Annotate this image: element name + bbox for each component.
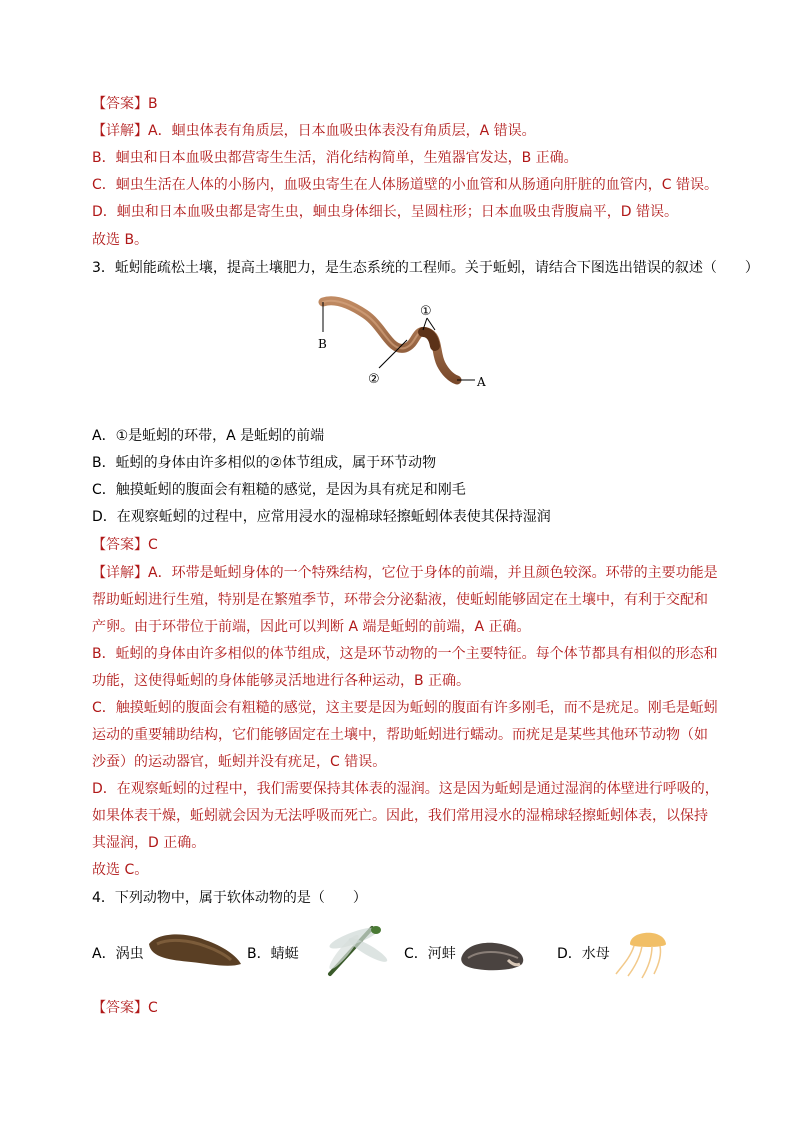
jellyfish-image [612, 924, 682, 980]
q3-detail-line-5: 功能，这使得蚯蚓的身体能够灵活地进行各种运动，B 正确。 [92, 673, 471, 689]
figure-label-two: ② [368, 372, 380, 387]
q3-detail-line-8: 沙蚕）的运动器官，蚯蚓并没有疣足，C 错误。 [92, 754, 387, 770]
q3-option-a: A．①是蚯蚓的环带，A 是蚯蚓的前端 [92, 428, 325, 444]
q3-detail-line-3: 产卵。由于环带位于前端，因此可以判断 A 端是蚯蚓的前端，A 正确。 [92, 619, 531, 635]
answer-value: C [148, 537, 158, 553]
q2-detail-line-4: D．蛔虫和日本血吸虫都是寄生虫，蛔虫身体细长，呈圆柱形；日本血吸虫背腹扁平，D 错误。 [92, 204, 679, 220]
q3-option-c: C．触摸蚯蚓的腹面会有粗糙的感觉，是因为具有疣足和刚毛 [92, 482, 466, 498]
dragonfly-image [310, 922, 394, 982]
q3-detail-line-6: C．触摸蚯蚓的腹面会有粗糙的感觉，这主要是因为蚯蚓的腹面有许多刚毛，而不是疣足。刚毛是蚯蚓 [92, 700, 718, 716]
q3-detail-line-2: 帮助蚯蚓进行生殖，特别是在繁殖季节，环带会分泌黏液，使蚯蚓能够固定在土壤中，有利于交配和 [92, 592, 708, 608]
q3-option-b: B．蚯蚓的身体由许多相似的②体节组成，属于环节动物 [92, 455, 437, 471]
q2-conclusion: 故选 B。 [92, 232, 149, 248]
q3-detail-line-11: 其湿润，D 正确。 [92, 835, 206, 851]
q2-detail-line-2: B．蛔虫和日本血吸虫都营寄生生活，消化结构简单，生殖器官发达，B 正确。 [92, 150, 578, 166]
answer-label: 【答案】 [92, 96, 148, 112]
detail-label: 【详解】 [92, 565, 148, 581]
figure-label-b: B [318, 337, 327, 351]
q4-option-c: C．河蚌 [404, 946, 456, 962]
answer-label: 【答案】 [92, 1000, 148, 1016]
q2-detail-line-3: C．蛔虫生活在人体的小肠内，血吸虫寄生在人体肠道壁的小血管和从肠通向肝脏的血管内，C 错误。 [92, 177, 718, 193]
figure-label-a: A [477, 375, 486, 389]
clam-image [458, 938, 528, 974]
q3-conclusion: 故选 C。 [92, 862, 149, 878]
q2-answer [92, 94, 158, 114]
q3-detail-line-1: 【详解】A．环带是蚯蚓身体的一个特殊结构，它位于身体的前端，并且颜色较深。环带的主要功能是 [92, 565, 718, 581]
answer-value: C [148, 1000, 158, 1016]
q4-option-b: B．蜻蜓 [247, 946, 299, 962]
q3-detail-line-4: B．蚯蚓的身体由许多相似的体节组成，这是环节动物的一个主要特征。每个体节都具有相似的形态和 [92, 646, 718, 662]
q4-option-a: A．涡虫 [92, 946, 144, 962]
q3-stem: 3．蚯蚓能疏松土壤，提高土壤肥力，是生态系统的工程师。关于蚯蚓，请结合下图选出错误的叙述（ ） [92, 260, 759, 276]
flatworm-image [145, 930, 245, 970]
answer-value: B [148, 96, 158, 112]
q3-answer [92, 535, 158, 555]
q4-stem: 4．下列动物中，属于软体动物的是（ ） [92, 890, 367, 906]
q2-detail-line-1: 【详解】A．蛔虫体表有角质层，日本血吸虫体表没有角质层，A 错误。 [92, 123, 536, 139]
earthworm-figure [305, 290, 505, 400]
figure-label-one: ① [420, 304, 432, 319]
q4-option-d: D．水母 [557, 946, 610, 962]
clitellum [423, 332, 435, 346]
answer-label: 【答案】 [92, 537, 148, 553]
q3-detail-line-9: D．在观察蚯蚓的过程中，我们需要保持其体表的湿润。这是因为蚯蚓是通过湿润的体壁进行呼吸的， [92, 781, 719, 797]
q3-option-d: D．在观察蚯蚓的过程中，应常用浸水的湿棉球轻擦蚯蚓体表使其保持湿润 [92, 509, 551, 525]
q4-answer [92, 998, 158, 1018]
q3-detail-line-10: 如果体表干燥，蚯蚓就会因为无法呼吸而死亡。因此，我们常用浸水的湿棉球轻擦蚯蚓体表，以保持 [92, 808, 708, 824]
q3-detail-line-7: 运动的重要辅助结构，它们能够固定在土壤中，帮助蚯蚓进行蠕动。而疣足是某些其他环节动物（如 [92, 727, 708, 743]
detail-label: 【详解】 [92, 123, 148, 139]
